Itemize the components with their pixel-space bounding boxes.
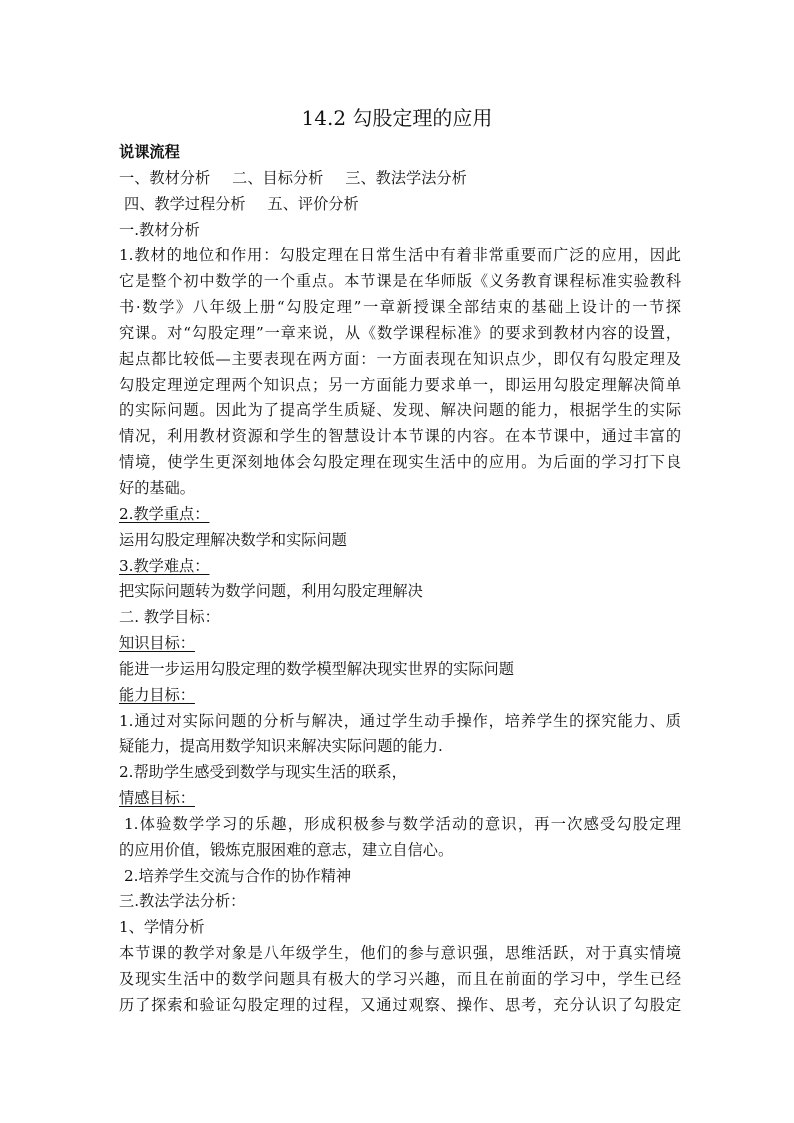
body-line	[119, 192, 681, 218]
outline-item: 三、教法学法分析	[345, 168, 467, 187]
line-text: 情境，使学生更深刻地体会勾股定理在现实生活中的应用。为后面的学习打下良	[119, 453, 681, 472]
outline-item: 二、目标分析	[232, 168, 324, 187]
line-text: 1.教材的地位和作用：勾股定理在日常生活中有着非常重要而广泛的应用，因此	[119, 246, 681, 265]
body-line	[119, 812, 681, 838]
body-line	[119, 967, 681, 993]
body-line	[119, 709, 681, 735]
body-line	[119, 502, 681, 528]
body-line	[119, 941, 681, 967]
body-line	[119, 579, 681, 605]
body-line	[119, 295, 681, 321]
line-text: 知识目标：	[119, 634, 195, 653]
outline-item: 一、教材分析	[119, 168, 211, 187]
body-line	[119, 476, 681, 502]
body-line	[119, 347, 681, 373]
line-text: 3.教学难点：	[119, 556, 210, 575]
body-line	[119, 605, 681, 631]
line-text: 起点都比较低—主要表现在两方面：一方面表现在知识点少，即仅有勾股定理及	[119, 349, 681, 368]
body-line	[119, 993, 681, 1019]
outline-item: 四、教学过程分析	[124, 194, 246, 213]
line-text: 历了探索和验证勾股定理的过程，又通过观察、操作、思考，充分认识了勾股定	[119, 995, 681, 1014]
line-text: 好的基础。	[119, 478, 195, 497]
body-line	[119, 373, 681, 399]
line-text: 情感目标：	[119, 789, 195, 808]
body-line	[119, 424, 681, 450]
line-text: 及现实生活中的数学问题具有极大的学习兴趣，而且在前面的学习中，学生已经	[119, 970, 681, 988]
body-line	[119, 786, 681, 812]
line-text: 2.帮助学生感受到数学与现实生活的联系，	[119, 763, 407, 782]
document-body	[119, 140, 681, 1019]
line-text: 能进一步运用勾股定理的数学模型解决现实世界的实际问题	[119, 659, 514, 678]
line-text: 2.教学重点：	[119, 504, 210, 523]
body-line	[119, 631, 681, 657]
line-text: 2.培养学生交流与合作的协作精神	[124, 866, 352, 885]
body-line	[119, 218, 681, 244]
body-line	[119, 760, 681, 786]
line-text: 疑能力，提高用数学知识来解决实际问题的能力.	[119, 737, 443, 756]
line-text: 1.通过对实际问题的分析与解决，通过学生动手操作，培养学生的探究能力、质	[119, 711, 681, 730]
line-text: 它是整个初中数学的一个重点。本节课是在华师版《义务教育课程标准实验教科	[119, 272, 681, 291]
line-text: 把实际问题转为数学问题，利用勾股定理解决	[119, 582, 423, 601]
line-text: 究课。对“勾股定理”一章来说，从《数学课程标准》的要求到教材内容的设置，	[119, 323, 681, 342]
body-line	[119, 321, 681, 347]
body-line	[119, 915, 681, 941]
body-line	[119, 734, 681, 760]
line-text: 1.体验数学学习的乐趣，形成积极参与数学活动的意识，再一次感受勾股定理	[124, 814, 681, 833]
body-line	[119, 528, 681, 554]
body-line	[119, 889, 681, 915]
body-line	[119, 269, 681, 295]
line-text: 能力目标：	[119, 685, 195, 704]
body-line	[119, 166, 681, 192]
line-text: 情况，利用教材资源和学生的智慧设计本节课的内容。在本节课中，通过丰富的	[119, 427, 681, 446]
body-line	[119, 140, 681, 166]
outline-item: 五、评价分析	[267, 194, 359, 213]
line-text: 本节课的教学对象是八年级学生，他们的参与意识强，思维活跃，对于真实情境	[119, 944, 681, 963]
body-line	[119, 838, 681, 864]
body-line	[119, 683, 681, 709]
body-line	[119, 398, 681, 424]
body-line	[119, 554, 681, 580]
line-text: 三.教法学法分析：	[119, 892, 246, 911]
body-line	[119, 243, 681, 269]
body-line	[119, 450, 681, 476]
line-text: 书·数学》八年级上册“勾股定理”一章新授课全部结束的基础上设计的一节探	[119, 298, 681, 317]
line-text: 二. 教学目标：	[119, 608, 220, 627]
line-text: 一.教材分析	[119, 220, 200, 239]
line-text: 1、学情分析	[119, 918, 205, 937]
line-text: 勾股定理逆定理两个知识点；另一方面能力要求单一，即运用勾股定理解决简单	[119, 375, 681, 394]
line-text: 的应用价值，锻炼克服困难的意志，建立自信心。	[119, 840, 454, 859]
line-text: 运用勾股定理解决数学和实际问题	[119, 530, 347, 549]
body-line	[119, 864, 681, 890]
document-title: 14.2 勾股定理的应用	[301, 106, 493, 130]
line-text: 的实际问题。因此为了提高学生质疑、发现、解决问题的能力，根据学生的实际	[119, 401, 681, 420]
body-line	[119, 657, 681, 683]
line-text: 说课流程	[119, 143, 180, 161]
